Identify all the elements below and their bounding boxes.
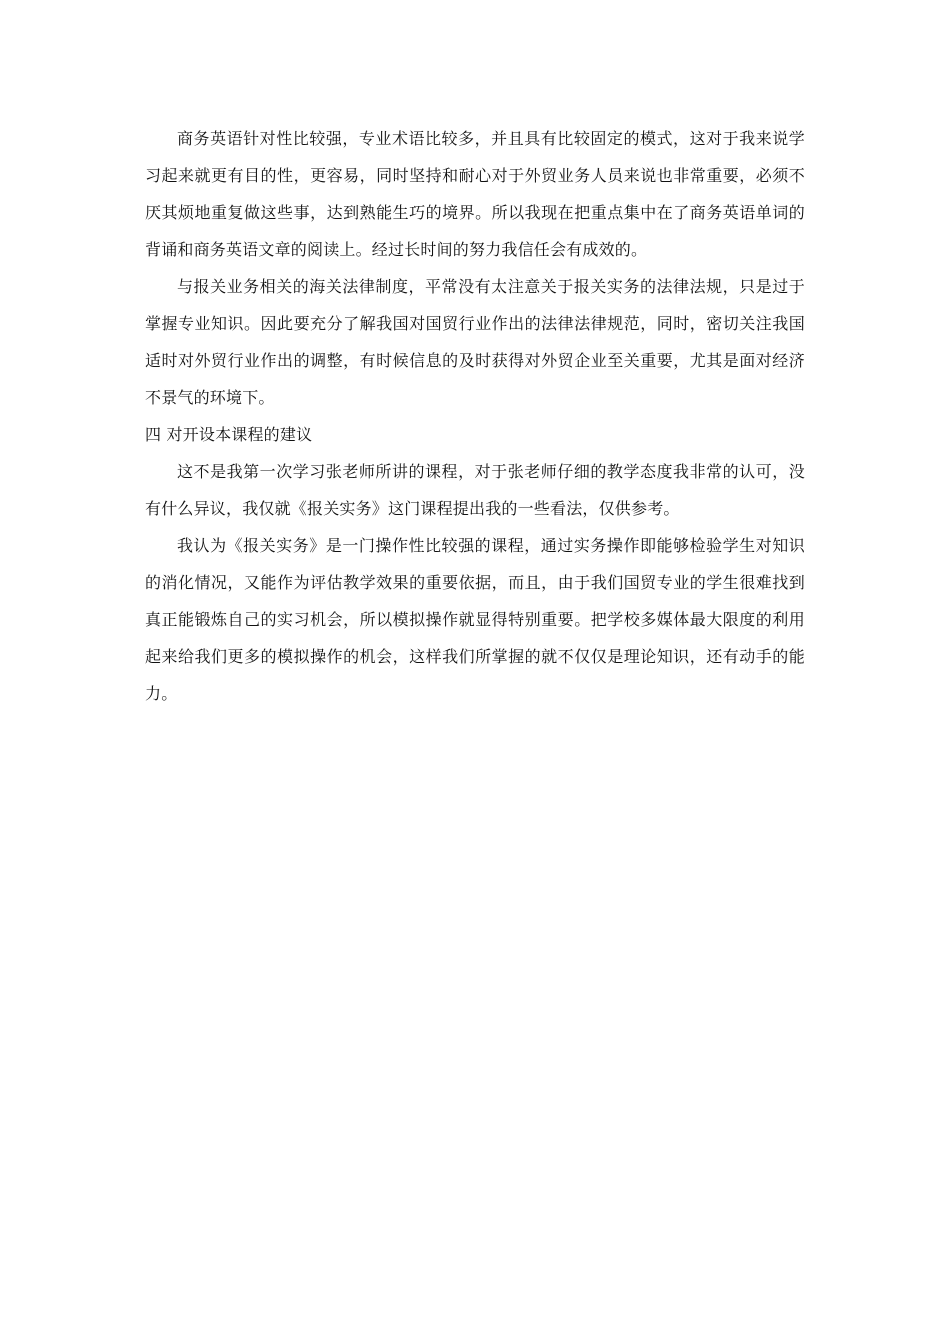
paragraph-teacher-feedback: 这不是我第一次学习张老师所讲的课程，对于张老师仔细的教学态度我非常的认可，没有什么异议，我仅就《报关实务》这门课程提出我的一些看法，仅供参考。 (145, 462, 805, 518)
paragraph-business-english: 商务英语针对性比较强，专业术语比较多，并且具有比较固定的模式，这对于我来说学习起来就更有目的性，更容易，同时坚持和耐心对于外贸业务人员来说也非常重要，必须不厌其烦地重复做这些事，达到熟能生巧的境界。所以我现在把重点集中在了商务英语单词的背诵和商务英语文章的阅读上。经过长时间的努力我信任会有成效的。 (145, 129, 805, 259)
document-body (145, 120, 805, 712)
paragraph-customs-law: 与报关业务相关的海关法律制度，平常没有太注意关于报关实务的法律法规，只是过于掌握专业知识。因此要充分了解我国对国贸行业作出的法律法律规范，同时，密切关注我国适时对外贸行业作出的调整，有时候信息的及时获得对外贸企业至关重要，尤其是面对经济不景气的环境下。 (145, 277, 805, 407)
section-heading-course-suggestions: 四 对开设本课程的建议 (145, 425, 313, 444)
paragraph-practical-operation: 我认为《报关实务》是一门操作性比较强的课程，通过实务操作即能够检验学生对知识的消化情况，又能作为评估教学效果的重要依据，而且，由于我们国贸专业的学生很难找到真正能锻炼自己的实习机会，所以模拟操作就显得特别重要。把学校多媒体最大限度的利用起来给我们更多的模拟操作的机会，这样我们所掌握的就不仅仅是理论知识，还有动手的能力。 (145, 536, 805, 703)
